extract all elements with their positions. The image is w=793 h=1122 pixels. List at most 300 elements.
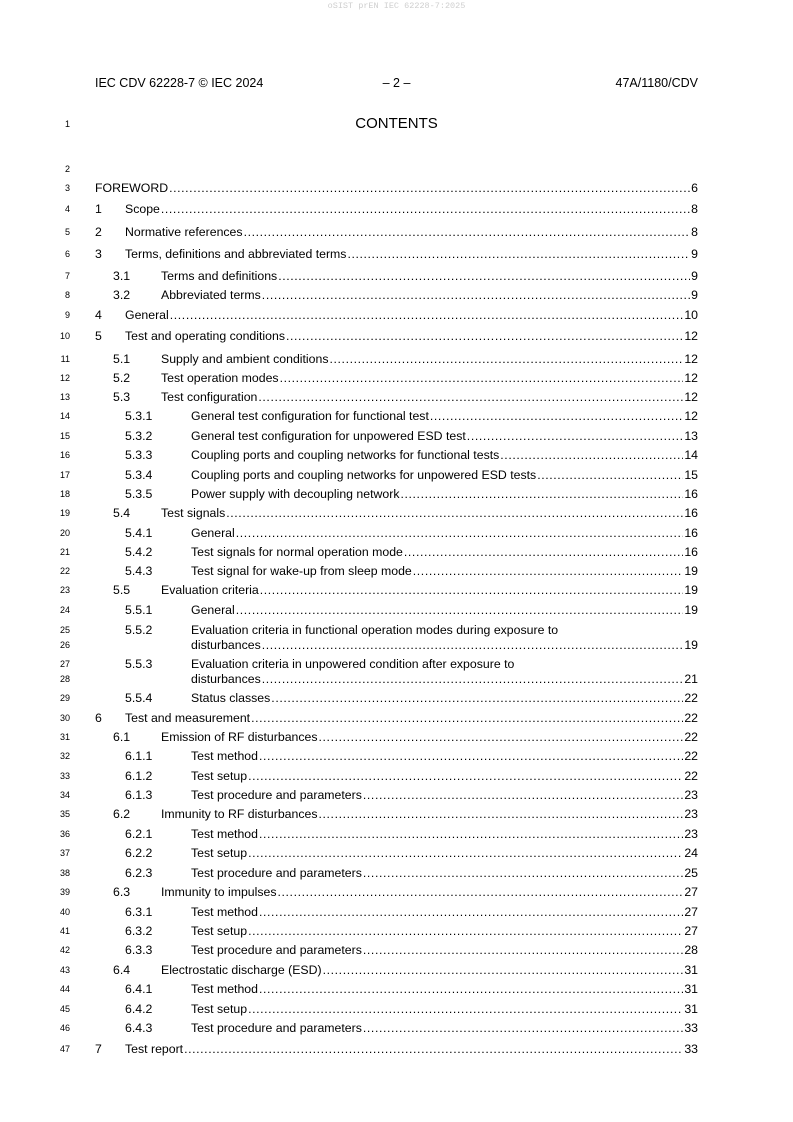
toc-page-number: 6 [691,181,698,195]
toc-leader-line [125,1041,698,1057]
toc-section-number: 1 [95,202,102,216]
toc-section-title: disturbances [191,672,261,686]
toc-section-number: 5.5.3 [125,657,153,671]
toc-entry-continuation[interactable] [0,671,793,687]
toc-page-number: 19 [684,603,698,617]
toc-entry[interactable] [0,246,793,262]
toc-page-number: 19 [684,638,698,652]
leader-dots [236,602,684,618]
leader-dots [323,962,684,978]
line-number: 37 [59,848,70,858]
line-number: 1 [64,119,70,129]
toc-section-title: Terms and definitions [161,269,278,283]
leader-dots [363,787,683,803]
toc-leader-line [191,787,698,803]
toc-entry[interactable] [0,710,793,726]
toc-page-number: 12 [684,390,698,404]
toc-page-number: 12 [684,371,698,385]
line-number: 2 [64,164,70,174]
line-number: 32 [59,751,70,761]
toc-section-title: Test and measurement [125,711,251,725]
toc-page-number: 27 [684,885,698,899]
toc-entry[interactable] [0,942,793,958]
toc-entry[interactable] [0,224,793,240]
document-watermark: oSIST prEN IEC 62228-7:2025 [327,1,466,11]
toc-section-number: 3 [95,247,102,261]
toc-leader-line [191,447,698,463]
line-number: 40 [59,907,70,917]
toc-section-number: 7 [95,1042,102,1056]
line-number: 8 [64,290,70,300]
toc-entry[interactable] [0,845,793,861]
toc-section-title: Test configuration [161,390,258,404]
toc-entry[interactable] [0,981,793,997]
line-number: 47 [59,1044,70,1054]
toc-section-number: 6.3.2 [125,924,153,938]
toc-section-title: Test procedure and parameters [191,1021,362,1035]
line-number: 18 [59,489,70,499]
leader-dots [319,806,684,822]
header-reference: 47A/1180/CDV [615,76,698,90]
toc-section-title: Test procedure and parameters [191,788,362,802]
toc-entry[interactable] [0,525,793,541]
toc-section-number: 4 [95,308,102,322]
toc-entry[interactable] [0,389,793,405]
toc-section-number: 5.3.4 [125,468,153,482]
toc-entry[interactable] [0,787,793,803]
toc-page-number: 12 [684,329,698,343]
toc-section-number: 6.3.3 [125,943,153,957]
toc-section-title: Coupling ports and coupling networks for functional tests [191,448,500,462]
line-number: 30 [59,713,70,723]
toc-entry[interactable] [0,408,793,424]
toc-section-title: Emission of RF disturbances [161,730,318,744]
leader-dots [363,1020,683,1036]
toc-section-number: 6.1.3 [125,788,153,802]
line-number: 28 [59,674,70,684]
toc-page-number: 9 [691,288,698,302]
line-number: 25 [59,625,70,635]
toc-entry[interactable] [0,351,793,367]
leader-dots [259,904,683,920]
toc-page-number: 22 [684,749,698,763]
toc-section-title: Status classes [191,691,271,705]
toc-leader-line [161,806,698,822]
toc-page-number: 23 [684,788,698,802]
toc-page-number: 12 [684,409,698,423]
leader-dots [236,525,684,541]
line-number: 42 [59,945,70,955]
toc-page-number: 25 [684,866,698,880]
toc-leader-line [191,690,698,706]
leader-dots [259,981,683,997]
toc-leader-line [191,845,698,861]
leader-dots [184,1041,683,1057]
toc-leader-line [191,671,698,687]
line-number: 45 [59,1004,70,1014]
toc-entry[interactable] [0,563,793,579]
toc-entry[interactable] [0,768,793,784]
leader-dots [319,729,684,745]
toc-page-number: 16 [684,545,698,559]
toc-entry[interactable] [0,307,793,323]
header-document-id: IEC CDV 62228-7 © IEC 2024 [95,76,264,90]
toc-section-number: 6.3 [113,885,131,899]
toc-section-title: Test setup [191,769,248,783]
toc-section-number: 5.5.1 [125,603,153,617]
toc-leader-line [161,505,698,521]
line-number: 36 [59,829,70,839]
toc-page-number: 23 [684,827,698,841]
toc-section-title: General [125,308,169,322]
leader-dots [278,884,684,900]
toc-entry[interactable] [0,180,793,196]
toc-section-title: Evaluation criteria in unpowered condition after exposure to [191,657,515,671]
toc-leader-line [191,525,698,541]
line-number: 16 [59,450,70,460]
toc-page-number: 31 [684,963,698,977]
toc-page-number: 22 [684,769,698,783]
toc-leader-line [191,1020,698,1036]
line-number: 26 [59,640,70,650]
toc-entry[interactable] [0,1001,793,1017]
toc-section-number: 6.4.3 [125,1021,153,1035]
toc-page-number: 27 [684,905,698,919]
line-number: 15 [59,431,70,441]
toc-entry[interactable] [0,622,793,638]
toc-section-number: 5.4 [113,506,131,520]
toc-section-title: Test method [191,749,258,763]
line-number: 38 [59,868,70,878]
toc-entry[interactable] [0,962,793,978]
header-page-number: – 2 – [382,76,411,90]
toc-section-title: Electrostatic discharge (ESD) [161,963,322,977]
toc-page-number: 16 [684,487,698,501]
toc-page-number: 22 [684,691,698,705]
line-number: 43 [59,965,70,975]
leader-dots [271,690,683,706]
toc-leader-line [191,904,698,920]
leader-dots [248,923,683,939]
toc-page-number: 9 [691,269,698,283]
toc-section-number: 5.3.2 [125,429,153,443]
leader-dots [404,544,683,560]
toc-section-title: Test method [191,827,258,841]
toc-section-title: Test method [191,982,258,996]
toc-entry[interactable] [0,370,793,386]
toc-page-number: 16 [684,506,698,520]
toc-entry[interactable] [0,904,793,920]
toc-leader-line [191,486,698,502]
toc-section-title: Supply and ambient conditions [161,352,329,366]
toc-section-title: Coupling ports and coupling networks for unpowered ESD tests [191,468,537,482]
line-number: 3 [64,183,70,193]
line-number: 12 [59,373,70,383]
toc-section-title: Scope [125,202,160,216]
toc-section-title: Evaluation criteria in functional operation modes during exposure to [191,623,559,637]
line-number: 41 [59,926,70,936]
toc-section-title: Test setup [191,1002,248,1016]
toc-entry[interactable] [0,447,793,463]
line-number: 31 [59,732,70,742]
leader-dots [259,826,683,842]
toc-leader-line [161,884,698,900]
toc-entry[interactable] [0,1041,793,1057]
leader-dots [248,845,683,861]
toc-leader-line [125,224,698,240]
toc-entry[interactable] [0,486,793,502]
toc-leader-line [161,370,698,386]
toc-entry[interactable] [0,729,793,745]
toc-leader-line [161,287,698,303]
leader-dots [347,246,690,262]
toc-entry-continuation[interactable] [0,637,793,653]
toc-section-title: General [191,603,235,617]
toc-section-title: Test setup [191,924,248,938]
toc-entry[interactable] [0,690,793,706]
toc-page-number: 19 [684,564,698,578]
leader-dots [413,563,684,579]
toc-leader-line [191,637,698,653]
toc-entry[interactable] [0,656,793,672]
toc-page-number: 33 [684,1042,698,1056]
line-number: 46 [59,1023,70,1033]
toc-section-number: 6.2 [113,807,131,821]
leader-dots [170,307,684,323]
leader-dots [258,389,683,405]
toc-leader-line [191,408,698,424]
toc-section-title: General [191,526,235,540]
leader-dots [330,351,684,367]
toc-section-title: Test procedure and parameters [191,866,362,880]
toc-leader-line [191,467,698,483]
toc-section-number: 6.1.2 [125,769,153,783]
toc-page-number: 22 [684,711,698,725]
leader-dots [161,201,690,217]
toc-section-number: 5.3.3 [125,448,153,462]
line-number: 17 [59,470,70,480]
line-number: 13 [59,392,70,402]
toc-section-number: 3.2 [113,288,131,302]
toc-entry[interactable] [0,328,793,344]
toc-entry[interactable] [0,1020,793,1036]
line-number: 39 [59,887,70,897]
toc-section-title: Abbreviated terms [161,288,261,302]
toc-leader-line [161,582,698,598]
toc-entry[interactable] [0,287,793,303]
toc-page-number: 27 [684,924,698,938]
toc-entry[interactable] [0,467,793,483]
toc-section-title: Test operation modes [161,371,279,385]
toc-section-title: Immunity to impulses [161,885,277,899]
toc-leader-line [95,180,698,196]
line-number: 11 [60,354,70,364]
toc-section-number: 5.3 [113,390,131,404]
toc-leader-line [125,328,698,344]
toc-section-number: 5.3.1 [125,409,153,423]
toc-section-number: 5.2 [113,371,131,385]
leader-dots [262,637,684,653]
toc-section-number: 6.3.1 [125,905,153,919]
line-number: 9 [64,310,70,320]
leader-dots [226,505,683,521]
toc-section-number: 6.2.2 [125,846,153,860]
toc-section-title: Test signal for wake-up from sleep mode [191,564,412,578]
toc-page-number: 8 [691,202,698,216]
toc-section-number: 5 [95,329,102,343]
line-number: 27 [59,659,70,669]
toc-leader-line [125,710,698,726]
line-number: 33 [59,771,70,781]
toc-entry[interactable] [0,544,793,560]
toc-entry[interactable] [0,268,793,284]
toc-entry[interactable] [0,748,793,764]
toc-page-number: 12 [684,352,698,366]
toc-section-title: Test signals [161,506,226,520]
toc-entry[interactable] [0,201,793,217]
toc-leader-line [191,923,698,939]
toc-section-number: 6.1.1 [125,749,153,763]
toc-entry[interactable] [0,884,793,900]
line-number: 21 [59,547,70,557]
leader-dots [251,710,683,726]
leader-dots [286,328,683,344]
toc-section-title: Normative references [125,225,243,239]
toc-section-title: disturbances [191,638,261,652]
toc-page-number: 21 [684,672,698,686]
toc-section-number: 6.2.3 [125,866,153,880]
toc-section-number: 5.3.5 [125,487,153,501]
toc-entry[interactable] [0,806,793,822]
toc-leader-line [161,351,698,367]
leader-dots [400,486,683,502]
line-number: 44 [59,984,70,994]
line-number: 29 [59,693,70,703]
toc-section-title: General test configuration for unpowered ESD test [191,429,466,443]
toc-page-number: 24 [684,846,698,860]
toc-section-number: 5.5.4 [125,691,153,705]
toc-page-number: 28 [684,943,698,957]
toc-section-number: 6.4.1 [125,982,153,996]
toc-section-title: Immunity to RF disturbances [161,807,318,821]
leader-dots [169,180,690,196]
toc-section-number: 2 [95,225,102,239]
leader-dots [262,287,690,303]
toc-leader-line [161,729,698,745]
toc-section-number: 5.4.3 [125,564,153,578]
toc-entry[interactable] [0,923,793,939]
toc-page-number: 31 [684,1002,698,1016]
toc-page-number: 23 [684,807,698,821]
toc-page-number: 22 [684,730,698,744]
toc-entry[interactable] [0,865,793,881]
toc-leader-line [191,768,698,784]
leader-dots [260,582,684,598]
toc-leader-line [191,826,698,842]
leader-dots [430,408,683,424]
toc-leader-line [191,428,698,444]
leader-dots [278,268,690,284]
toc-page-number: 15 [684,468,698,482]
leader-dots [262,671,684,687]
toc-leader-line [191,563,698,579]
leader-dots [500,447,683,463]
line-number: 10 [59,331,70,341]
toc-section-number: 3.1 [113,269,131,283]
line-number: 4 [64,204,70,214]
toc-section-title: Test signals for normal operation mode [191,545,403,559]
toc-section-title: Terms, definitions and abbreviated terms [125,247,347,261]
toc-page-number: 10 [684,308,698,322]
toc-leader-line [161,268,698,284]
toc-section-number: 5.4.2 [125,545,153,559]
toc-page-number: 8 [691,225,698,239]
toc-section-number: 6.1 [113,730,131,744]
leader-dots [248,768,683,784]
toc-section-number: 6.2.1 [125,827,153,841]
toc-leader-line [125,307,698,323]
toc-section-number: 6.4 [113,963,131,977]
toc-section-title: Test report [125,1042,184,1056]
toc-leader-line [191,602,698,618]
toc-page-number: 33 [684,1021,698,1035]
line-number: 7 [64,271,70,281]
toc-section-title: Power supply with decoupling network [191,487,400,501]
line-number: 5 [64,227,70,237]
line-number: 24 [59,605,70,615]
toc-entry[interactable] [0,428,793,444]
leader-dots [244,224,691,240]
toc-leader-line [161,962,698,978]
leader-dots [280,370,684,386]
toc-entry[interactable] [0,602,793,618]
toc-entry[interactable] [0,582,793,598]
leader-dots [363,942,683,958]
leader-dots [363,865,683,881]
toc-page-number: 31 [684,982,698,996]
toc-section-number: 5.4.1 [125,526,153,540]
line-number: 23 [59,585,70,595]
toc-entry[interactable] [0,505,793,521]
toc-section-number: 6 [95,711,102,725]
page-title: CONTENTS [355,115,438,132]
toc-section-title: Test and operating conditions [125,329,285,343]
toc-section-title: Test setup [191,846,248,860]
toc-section-number: 5.1 [113,352,131,366]
toc-leader-line [125,201,698,217]
toc-leader-line [191,865,698,881]
toc-leader-line [125,246,698,262]
toc-page-number: 9 [691,247,698,261]
toc-page-number: 16 [684,526,698,540]
line-number: 22 [59,566,70,576]
toc-section-title: General test configuration for functional test [191,409,429,423]
toc-leader-line [191,544,698,560]
toc-section-title: Test procedure and parameters [191,943,362,957]
toc-leader-line [191,981,698,997]
toc-entry[interactable] [0,826,793,842]
line-number: 20 [59,528,70,538]
leader-dots [537,467,683,483]
toc-leader-line [191,748,698,764]
line-number: 35 [59,809,70,819]
leader-dots [467,428,684,444]
toc-section-title: FOREWORD [95,181,169,195]
line-number: 14 [59,411,70,421]
toc-page-number: 13 [684,429,698,443]
line-number: 6 [64,249,70,259]
leader-dots [259,748,683,764]
